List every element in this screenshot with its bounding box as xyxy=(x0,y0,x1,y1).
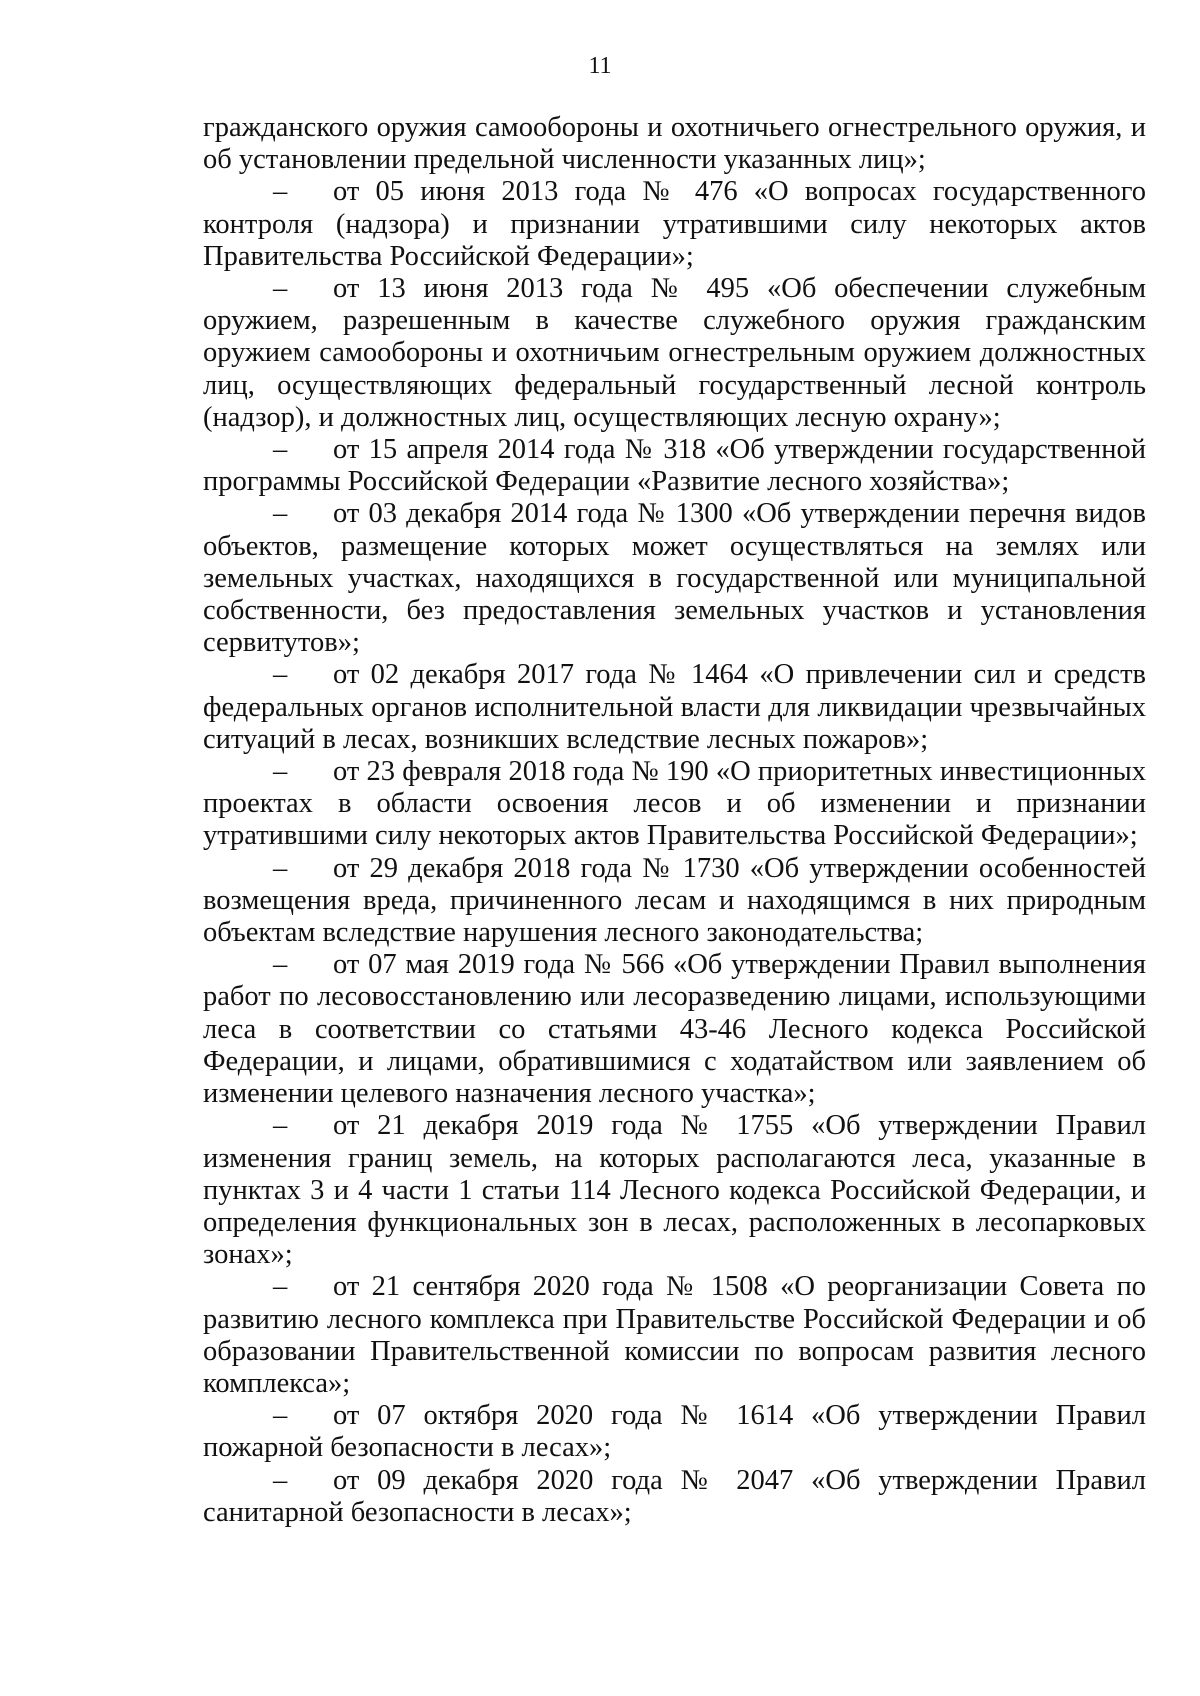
list-item xyxy=(203,1465,1146,1529)
list-item xyxy=(203,659,1146,756)
list-item-text: от 29 декабря 2018 года № 1730 «Об утверждении особенностей возмещения вреда, причиненного лесам и находящимся в них природным объектам вследствие нарушения лесного законодательства; xyxy=(203,852,1146,949)
list-item-text: от 05 июня 2013 года № 476 «О вопросах государственного контроля (надзора) и признании утратившими силу некоторых актов Правительства Российской Федерации»; xyxy=(203,176,1146,272)
document-body xyxy=(203,112,1146,1529)
list-item xyxy=(203,1271,1146,1400)
list-item xyxy=(203,1110,1146,1271)
list-item xyxy=(203,756,1146,853)
list-dash: – xyxy=(273,434,288,466)
list-item xyxy=(203,434,1146,498)
list-item xyxy=(203,498,1146,659)
list-dash: – xyxy=(273,949,288,981)
list-item-text: от 09 декабря 2020 года № 2047 «Об утверждении Правил санитарной безопасности в лесах»; xyxy=(203,1464,1146,1528)
list-dash: – xyxy=(273,756,288,788)
list-item-text: от 07 октября 2020 года № 1614 «Об утверждении Правил пожарной безопасности в лесах»; xyxy=(203,1400,1146,1464)
list-dash: – xyxy=(273,1110,288,1142)
list-dash: – xyxy=(273,1400,288,1432)
list-item-text: от 21 сентября 2020 года № 1508 «О реорганизации Совета по развитию лесного комплекса при Правительстве Российской Федерации и об образовании Правительственной комиссии по вопросам развития лесного комплекса»; xyxy=(203,1271,1146,1399)
list-item xyxy=(203,273,1146,434)
page-number: 11 xyxy=(588,53,612,79)
list-dash: – xyxy=(273,852,288,884)
list-item-text: от 13 июня 2013 года № 495 «Об обеспечении служебным оружием, разрешенным в качестве служебного оружия гражданским оружием самообороны и охотничьим огнестрельным оружием должностных лиц, осуществляющих федеральный государственный лесной контроль (надзор), и должностных лиц, осуществляющих лесную охрану»; xyxy=(203,273,1146,433)
list-dash: – xyxy=(273,176,288,208)
list-item xyxy=(203,1400,1146,1464)
continuation-paragraph: гражданского оружия самообороны и охотничьего огнестрельного оружия, и об установлении предельной численности указанных лиц»; xyxy=(203,112,1146,176)
list-dash: – xyxy=(273,659,288,691)
list-item-text: от 21 декабря 2019 года № 1755 «Об утверждении Правил изменения границ земель, на которых располагаются леса, указанные в пунктах 3 и 4 части 1 статьи 114 Лесного кодекса Российской Федерации, и определения функциональных зон в лесах, расположенных в лесопарковых зонах»; xyxy=(203,1110,1146,1271)
list-dash: – xyxy=(273,1464,288,1496)
list-item xyxy=(203,176,1146,273)
list-item-text: от 07 мая 2019 года № 566 «Об утверждении Правил выполнения работ по лесовосстановлению или лесоразведению лицами, использующими леса в соответствии со статьями 43-46 Лесного кодекса Российской Федерации, и лицами, обратившимися с ходатайством или заявлением об изменении целевого назначения лесного участка»; xyxy=(203,949,1146,1110)
list-item xyxy=(203,949,1146,1110)
list-item-text: от 23 февраля 2018 года № 190 «О приоритетных инвестиционных проектах в области освоения лесов и об изменении и признании утратившими силу некоторых актов Правительства Российской Федерации»; xyxy=(203,756,1146,852)
list-item-text: от 02 декабря 2017 года № 1464 «О привлечении сил и средств федеральных органов исполнительной власти для ликвидации чрезвычайных ситуаций в лесах, возникших вследствие лесных пожаров»; xyxy=(203,659,1146,755)
list-dash: – xyxy=(273,498,288,530)
resolution-list xyxy=(203,176,1146,1529)
list-item-text: от 15 апреля 2014 года № 318 «Об утверждении государственной программы Российской Федерации «Развитие лесного хозяйства»; xyxy=(203,434,1146,498)
list-item-text: от 03 декабря 2014 года № 1300 «Об утверждении перечня видов объектов, размещение которых может осуществляться на землях или земельных участках, находящихся в государственной или муниципальной собственности, без предоставления земельных участков и установления сервитутов»; xyxy=(203,498,1146,659)
list-dash: – xyxy=(273,1271,288,1303)
list-item xyxy=(203,853,1146,950)
list-dash: – xyxy=(273,273,288,305)
